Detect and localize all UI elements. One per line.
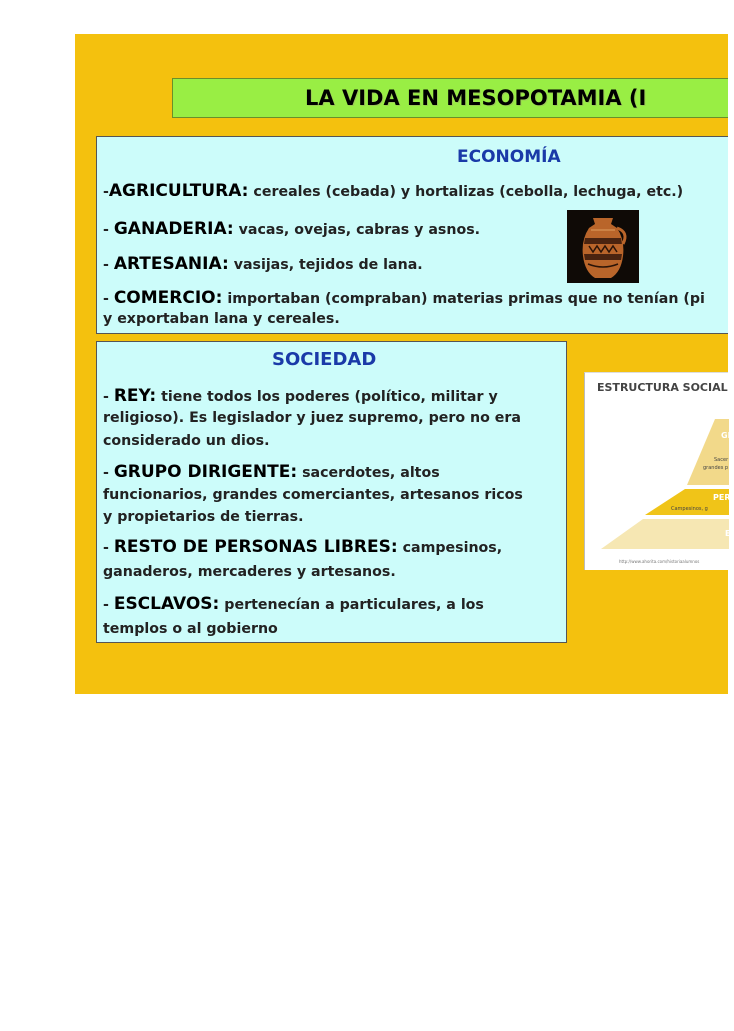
grupo-dirigente-item: [103, 462, 440, 482]
rey-continuation-1: religioso). Es legislador y juez supremo, pero no era: [103, 410, 522, 426]
agricultura-term: AGRICULTURA:: [108, 181, 249, 201]
item-prefix: -: [103, 257, 114, 273]
painted-vase-image: [567, 210, 639, 283]
item-prefix: -: [103, 222, 114, 238]
ganaderia-text: vacas, ovejas, cabras y asnos.: [233, 222, 481, 238]
grupo-dirigente-continuation-2: y propietarios de tierras.: [103, 509, 304, 525]
comercio-continuation: y exportaban lana y cereales.: [103, 311, 340, 327]
artesania-term: ARTESANIA:: [113, 254, 229, 274]
esclavos-text: pertenecían a particulares, a los: [219, 597, 484, 613]
item-prefix: -: [103, 291, 114, 307]
ganaderia-item: [103, 219, 480, 239]
item-prefix: -: [103, 597, 114, 613]
artesania-item: [103, 254, 423, 274]
resto-libres-continuation-1: ganaderos, mercaderes y artesanos.: [103, 564, 396, 580]
rey-text: tiene todos los poderes (político, militar y: [156, 389, 498, 405]
comercio-term: COMERCIO:: [113, 288, 223, 308]
rey-term: REY:: [113, 386, 157, 406]
item-prefix: -: [103, 540, 114, 556]
comercio-item: [103, 288, 705, 308]
pyramid-level-top-sub1: Sacer: [714, 457, 729, 463]
esclavos-continuation-1: templos o al gobierno: [103, 621, 278, 637]
item-prefix: -: [103, 465, 114, 481]
grupo-dirigente-text: sacerdotes, altos: [297, 465, 440, 481]
pyramid-level-middle-sub1: Campesinos, g: [671, 506, 708, 512]
esclavos-term: ESCLAVOS:: [113, 594, 220, 614]
rey-continuation-2: considerado un dios.: [103, 433, 270, 449]
pyramid-footer: http://www.ahorita.com/historiaalumnos: [619, 559, 700, 564]
agricultura-item: [103, 181, 683, 201]
pyramid-level-middle-label: PER: [713, 493, 731, 502]
pyramid-level-top-label: GR: [721, 431, 734, 440]
ganaderia-term: GANADERIA:: [113, 219, 234, 239]
pyramid-level-bottom-label: E: [725, 529, 731, 538]
grupo-dirigente-term: GRUPO DIRIGENTE:: [113, 462, 298, 482]
economia-heading: ECONOMÍA: [457, 147, 561, 167]
page-title: LA VIDA EN MESOPOTAMIA (I: [305, 86, 647, 110]
pyramid-level-bottom: [601, 519, 729, 549]
esclavos-item: [103, 594, 484, 614]
sociedad-heading: SOCIEDAD: [272, 349, 377, 370]
pyramid-level-top: [687, 419, 729, 485]
agricultura-text: cereales (cebada) y hortalizas (cebolla, lechuga, etc.): [248, 184, 684, 200]
pyramid-diagram: [585, 373, 729, 571]
pyramid-title: ESTRUCTURA SOCIAL: [597, 381, 728, 394]
comercio-text: importaban (compraban) materias primas que no tenían (pi: [222, 291, 705, 307]
rey-item: [103, 386, 498, 406]
vase-icon: [567, 210, 639, 283]
social-pyramid-image: [584, 372, 734, 570]
artesania-text: vasijas, tejidos de lana.: [228, 257, 423, 273]
item-prefix: -: [103, 184, 109, 200]
resto-libres-item: [103, 537, 502, 557]
item-prefix: -: [103, 389, 114, 405]
resto-libres-text: campesinos,: [397, 540, 503, 556]
pyramid-level-top-sub2: grandes p: [703, 465, 729, 471]
sociedad-panel: [96, 341, 567, 643]
resto-libres-term: RESTO DE PERSONAS LIBRES:: [113, 537, 398, 557]
grupo-dirigente-continuation-1: funcionarios, grandes comerciantes, artesanos ricos: [103, 487, 523, 503]
title-bar: [172, 78, 728, 118]
